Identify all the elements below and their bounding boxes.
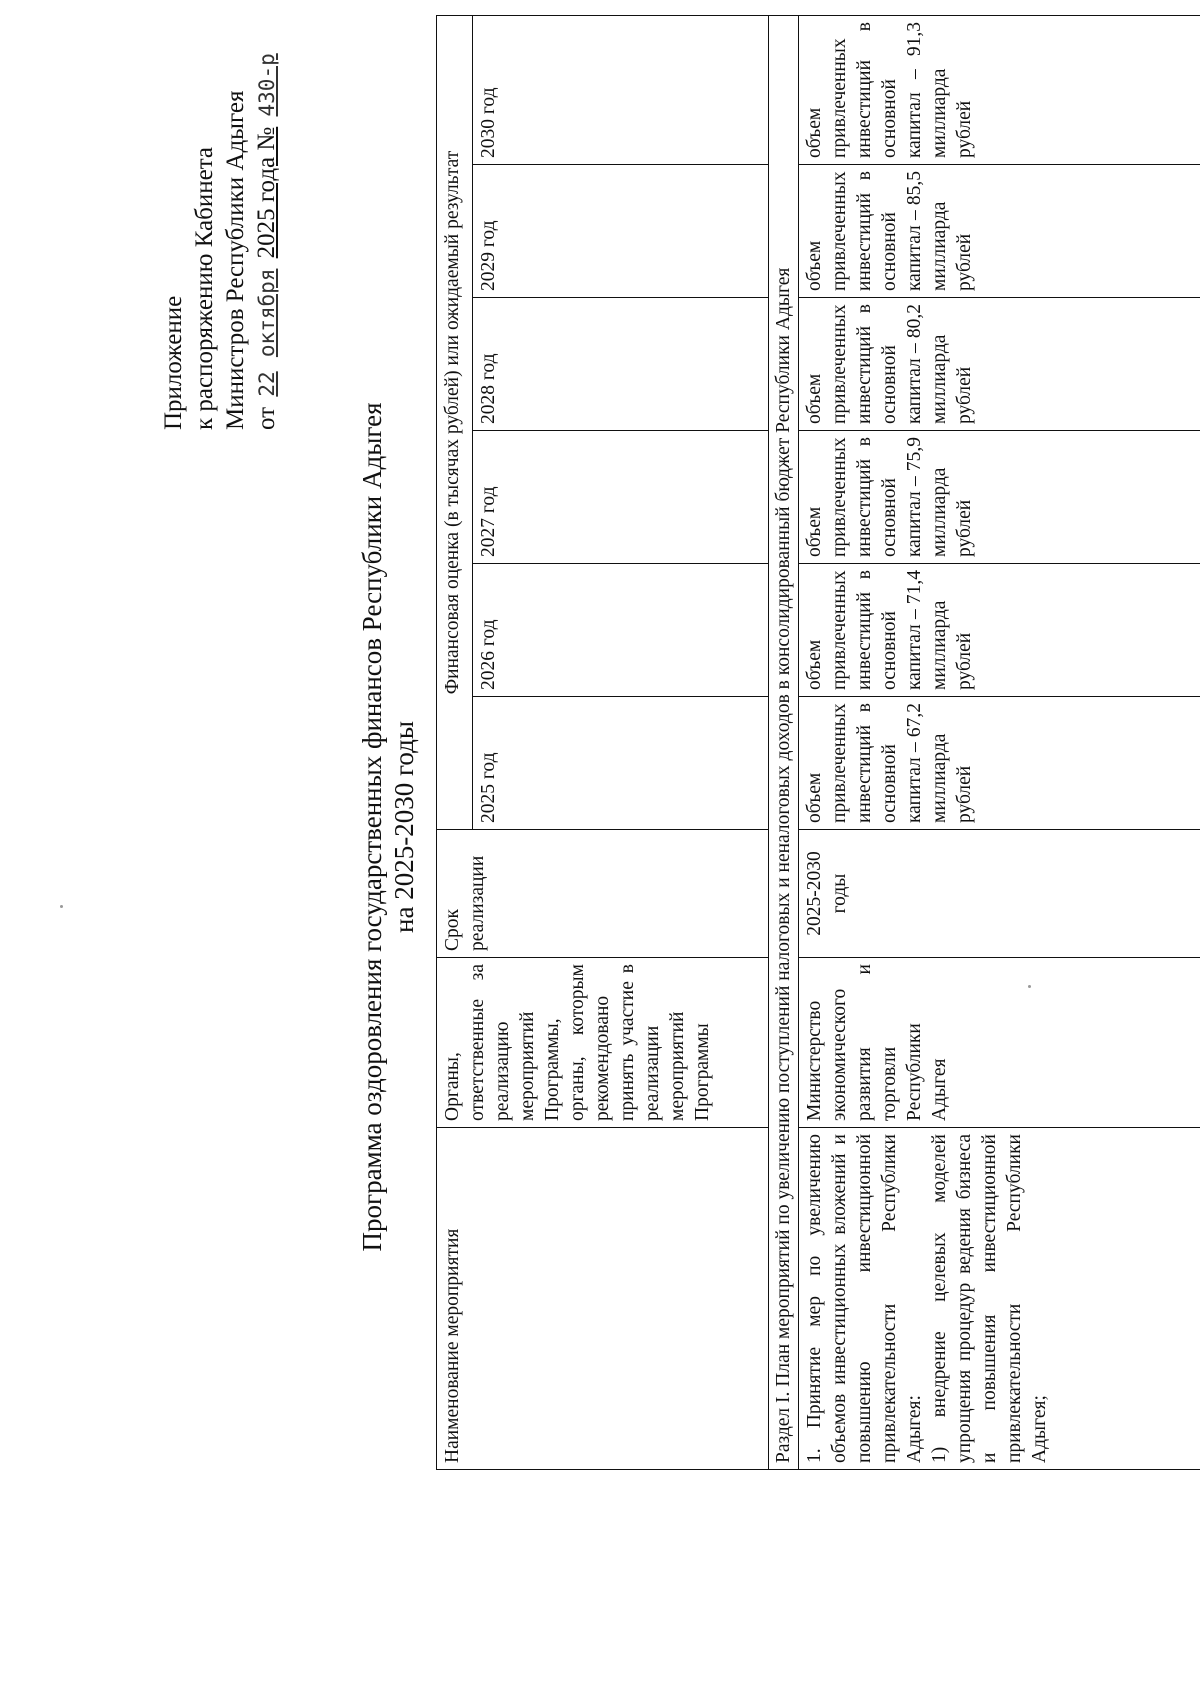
document-number: 430-р — [255, 53, 279, 117]
header-year-2027: 2027 год — [473, 431, 769, 564]
appendix-block — [158, 49, 283, 430]
table-row — [799, 15, 1200, 1469]
date-month: октября — [255, 268, 279, 358]
measure-name-cell — [799, 1128, 1200, 1470]
section-title: Раздел I. План мероприятий по увеличению поступлений налоговых и неналоговых доходов в консолидированный бюджет Республики Адыгея — [769, 15, 799, 1469]
result-2027: объем привлеченных инвестиций в основной капитал – 75,9 миллиарда рублей — [799, 431, 1200, 564]
program-table — [436, 15, 1200, 1470]
table-header-row-1 — [437, 15, 473, 1469]
date-day: 22 — [255, 371, 279, 397]
result-2026: объем привлеченных инвестиций в основной капитал – 71,4 миллиарда рублей — [799, 564, 1200, 697]
header-year-2030: 2030 год — [473, 15, 769, 164]
header-year-2029: 2029 год — [473, 165, 769, 298]
program-title — [356, 202, 420, 1452]
header-term: Срок реализации — [437, 830, 769, 958]
result-2029: объем привлеченных инвестиций в основной капитал – 85,5 миллиарда рублей — [799, 165, 1200, 298]
date-prefix: от — [253, 406, 280, 430]
scan-speck — [60, 905, 63, 908]
result-2030: объем привлеченных инвестиций в основной капитал – 91,3 миллиарда рублей — [799, 15, 1200, 164]
section-row — [769, 15, 799, 1469]
header-year-2026: 2026 год — [473, 564, 769, 697]
result-2028: объем привлеченных инвестиций в основной капитал – 80,2 миллиарда рублей — [799, 298, 1200, 431]
appendix-title: Приложение — [160, 295, 187, 430]
implementation-term: 2025-2030 годы — [799, 830, 1200, 958]
responsible-organ: Министерство экономического развития и торговли Республики Адыгея — [799, 958, 1200, 1128]
program-title-line2: на 2025-2030 годы — [389, 721, 419, 933]
header-year-2025: 2025 год — [473, 697, 769, 830]
program-title-line1: Программа оздоровления государственных финансов Республики Адыгея — [357, 402, 387, 1252]
appendix-cabinet-line: Министров Республики Адыгея — [222, 90, 249, 430]
header-name: Наименование мероприятия — [437, 1128, 769, 1470]
appendix-order-line: к распоряжению Кабинета — [191, 146, 218, 430]
date-year: 2025 года № — [253, 126, 280, 259]
appendix-date-line — [251, 49, 283, 430]
measure-name: 1. Принятие мер по увеличению объемов инвестиционных вложений и повышению инвестиционной привлекательности Республики Адыгея: — [804, 1134, 925, 1463]
header-finance: Финансовая оценка (в тысячах рублей) или ожидаемый результат — [437, 15, 473, 829]
header-year-2028: 2028 год — [473, 298, 769, 431]
scan-speck — [1028, 985, 1031, 988]
result-2025: объем привлеченных инвестиций в основной капитал – 67,2 миллиарда рублей — [799, 697, 1200, 830]
header-organs: Органы, ответственные за реализацию мероприятий Программы, органы, которым рекомендовано принять участие в реализации мероприятий Программы — [437, 958, 769, 1128]
measure-subitem: 1) внедрение целевых моделей упрощения процедур ведения бизнеса и повышения инвестиционной привлекательности Республики Адыгея; — [929, 1134, 1050, 1463]
